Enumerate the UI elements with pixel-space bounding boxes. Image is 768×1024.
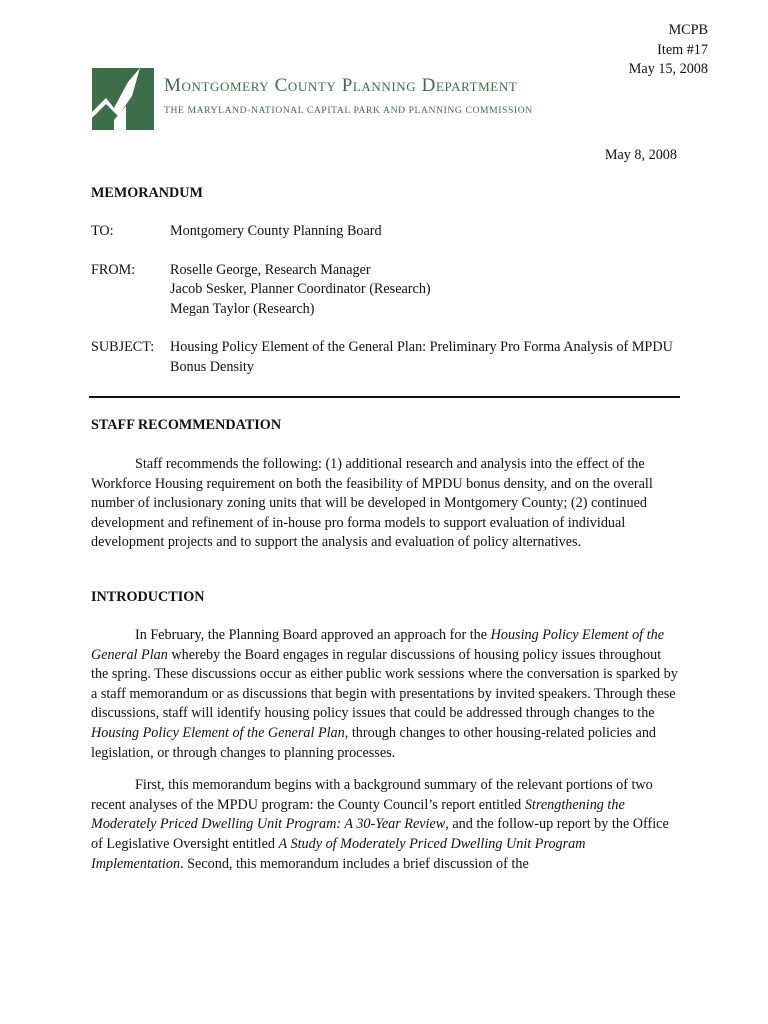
- commission-name: THE MARYLAND-NATIONAL CAPITAL PARK AND PLANNING COMMISSION: [164, 105, 533, 116]
- department-name: Montgomery County Planning Department: [164, 75, 518, 96]
- from-row: [91, 261, 691, 320]
- from-person: Roselle George, Research Manager: [170, 261, 371, 278]
- to-row: [91, 222, 691, 242]
- from-person: Jacob Sesker, Planner Coordinator (Research): [170, 281, 431, 298]
- memo-fields: [91, 222, 691, 397]
- introduction-paragraph-2: First, this memorandum begins with a background summary of the relevant portions of two recent analyses of the MPDU program: the County Council’s report entitled Strengthening the Moderately Priced Dwelling Unit Program: A 30-Year Review, and the follow-up report by the Office of Legislative Oversight entitled A Study of Moderately Priced Dwelling Unit Program Implementation. Second, this memorandum includes a brief discussion of the: [91, 777, 669, 872]
- department-logo: [92, 68, 154, 130]
- introduction-heading: INTRODUCTION: [91, 589, 205, 605]
- logo-mark-icon: [92, 68, 154, 130]
- agency-code: MCPB: [668, 22, 708, 38]
- staff-recommendation-body: [91, 455, 679, 553]
- meeting-date: May 15, 2008: [628, 61, 708, 77]
- from-person: Megan Taylor (Research): [170, 300, 315, 317]
- staff-recommendation-heading: STAFF RECOMMENDATION: [91, 417, 282, 433]
- from-label: FROM:: [91, 261, 136, 278]
- item-number: Item #17: [657, 41, 708, 58]
- introduction-paragraph-1: In February, the Planning Board approved an approach for the Housing Policy Element of the General Plan whereby the Board engages in regular discussions of housing policy issues throughout the spring. These discussions occur as either public work sessions where the conversation is sparked by a staff memorandum or as discussions that begin with presentations by invited speakers. Through these discussions, staff will identify housing policy issues that could be addressed through changes to the Housing Policy Element of the General Plan, through changes to other housing-related policies and legislation, or through changes to planning processes.: [91, 627, 678, 761]
- staff-recommendation-paragraph: Staff recommends the following: (1) additional research and analysis into the effect of the Workforce Housing requirement on both the feasibility of MPDU bonus density, and on the overall number of inclusionary zoning units that will be developed in Montgomery County; (2) continued development and refinement of in-house pro forma models to support evaluation of individual development projects and to support the analysis and evaluation of policy alternatives.: [91, 456, 653, 551]
- subject-label: SUBJECT:: [91, 339, 155, 356]
- subject-row: [91, 338, 691, 377]
- introduction-body: [91, 626, 679, 874]
- from-value: [170, 261, 691, 320]
- memo-date: May 8, 2008: [604, 147, 677, 163]
- subject-value: Housing Policy Element of the General Plan: Preliminary Pro Forma Analysis of MPDU Bonus Density: [170, 339, 673, 375]
- to-value: Montgomery County Planning Board: [170, 223, 382, 239]
- to-label: TO:: [91, 223, 114, 239]
- divider-rule: [89, 396, 680, 398]
- memo-title: MEMORANDUM: [91, 185, 203, 201]
- document-reference: [629, 21, 708, 80]
